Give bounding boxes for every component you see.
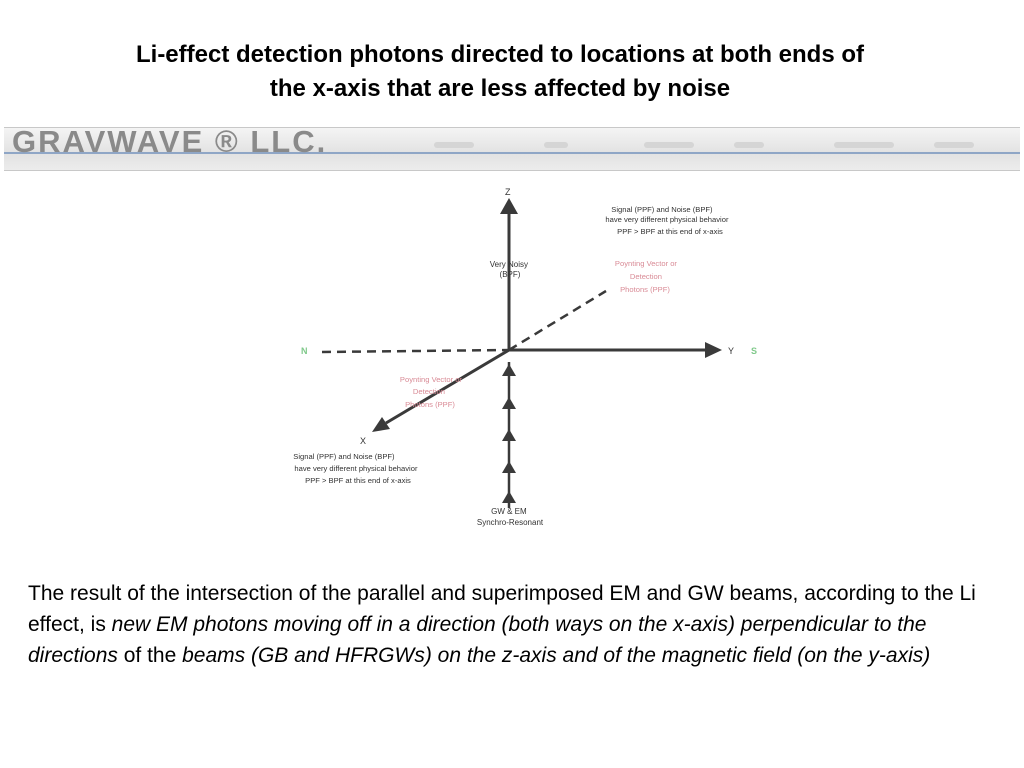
lower-signal-note: Signal (PPF) and Noise (BPF) have very different physical behavior PPF > BPF at this end of x-axis [293,452,418,485]
upper-signal-note: Signal (PPF) and Noise (BPF) have very different physical behavior PPF > BPF at this end of x-axis [605,205,729,236]
paragraph-part-3: of the [117,644,183,667]
company-banner [4,127,1020,171]
n-dashed-line [322,350,509,352]
y-axis-label: Y [728,346,735,356]
banner-decoration [544,142,568,148]
banner-decoration [644,142,694,148]
north-label: N [301,346,308,356]
z-axis-arrowhead [500,198,518,214]
title-line-1: Li-effect detection photons directed to locations at both ends of [135,41,864,68]
beam-arrowhead [502,461,516,473]
incoming-beam-arrows [502,362,516,508]
lower-poynting-label: Poynting Vector or Detection Photons (PPF) [399,375,462,409]
title-line-2: the x-axis that are less affected by noise [269,75,731,102]
explanation-paragraph [28,578,996,671]
banner-decoration [934,142,974,148]
z-axis-label: Z [505,187,511,197]
beam-arrowhead [502,397,516,409]
x-negative-arrowhead [372,417,390,432]
beam-arrowhead [502,429,516,441]
x-positive-dashed-line [509,291,606,350]
beam-arrowhead [502,491,516,503]
x-negative-axis-line [386,350,509,423]
slide-title [40,38,960,106]
li-effect-diagram [260,180,780,540]
company-logo: GRAVWAVE ® LLC. [12,127,328,159]
paragraph-part-1: The result of the intersection of the parallel and superimposed EM and GW beams, according to the Li effect, is [28,582,976,636]
source-label: GW & EM Synchro-Resonant [476,507,544,527]
upper-poynting-label: Poynting Vector or Detection Photons (PPF) [614,259,677,294]
y-axis-arrowhead [705,342,722,358]
paragraph-part-4: beams (GB and HFRGWs) on the z-axis and of the magnetic field (on the y-axis) [182,644,931,667]
south-label: S [751,346,758,356]
beam-arrowhead [502,364,516,376]
paragraph-part-2: new EM photons moving off in a direction (both ways on the x-axis) perpendicular to the directions [28,613,927,667]
banner-decoration [734,142,764,148]
very-noisy-label: Very Noisy (BPF) [489,260,528,279]
banner-decoration [434,142,474,148]
x-axis-label: X [360,436,367,446]
banner-decoration [834,142,894,148]
